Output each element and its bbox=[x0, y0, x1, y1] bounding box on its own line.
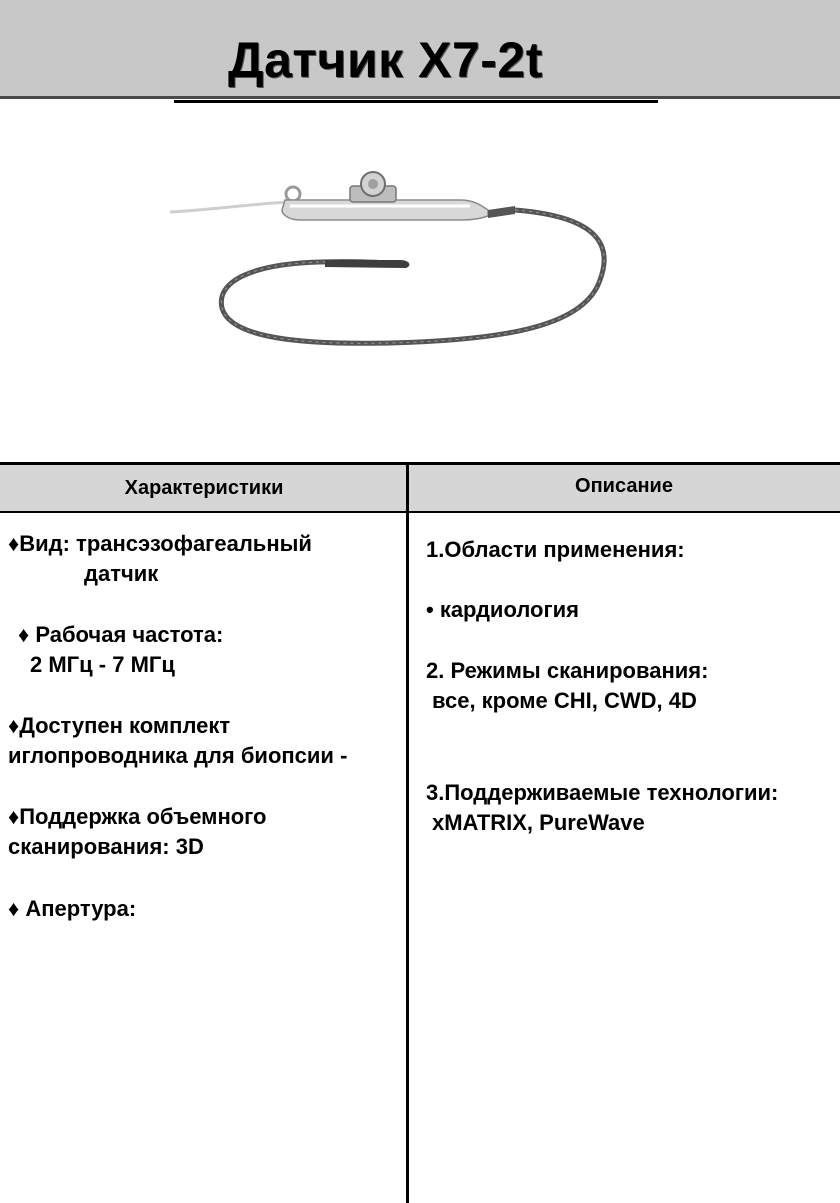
spec-frequency-line1: ♦ Рабочая частота: bbox=[18, 622, 224, 647]
transesophageal-probe-image bbox=[170, 160, 620, 360]
spec-frequency-line2: 2 МГц - 7 МГц bbox=[30, 652, 175, 677]
table-header bbox=[0, 465, 840, 513]
title-underline bbox=[174, 100, 658, 103]
probe-shaft-markings bbox=[221, 210, 604, 343]
column-divider bbox=[406, 465, 409, 1203]
probe-knob-center bbox=[368, 179, 378, 189]
header-bar bbox=[0, 0, 840, 99]
probe-strain-relief bbox=[488, 206, 515, 218]
desc-modes-title: 2. Режимы сканирования: bbox=[426, 658, 709, 683]
spec-type-line1: ♦Вид: трансэзофагеальный bbox=[8, 531, 312, 556]
page-title: Датчик X7-2t bbox=[228, 32, 543, 88]
header-description: Описание bbox=[575, 475, 673, 497]
desc-areas-title: 1.Области применения: bbox=[426, 537, 685, 562]
spec-biopsy-line1: ♦Доступен комплект bbox=[8, 713, 231, 738]
desc-tech-value: xMATRIX, PureWave bbox=[432, 810, 645, 835]
desc-modes-value: все, кроме CHI, CWD, 4D bbox=[432, 688, 697, 713]
probe-handle bbox=[282, 200, 488, 220]
probe-tip bbox=[325, 260, 409, 268]
header-characteristics: Характеристики bbox=[124, 477, 284, 499]
desc-areas-item: • кардиология bbox=[426, 597, 579, 622]
probe-ring bbox=[286, 187, 300, 201]
spec-aperture: ♦ Апертура: bbox=[8, 896, 137, 921]
spec-volume-line1: ♦Поддержка объемного bbox=[8, 804, 267, 829]
spec-biopsy-line2: иглопроводника для биопсии - bbox=[8, 743, 348, 768]
desc-tech-title: 3.Поддерживаемые технологии: bbox=[426, 780, 779, 805]
spec-type-line2: датчик bbox=[84, 561, 159, 586]
spec-volume-line2: сканирования: 3D bbox=[8, 834, 204, 859]
probe-cable bbox=[170, 202, 290, 212]
specs-table bbox=[0, 462, 840, 1203]
